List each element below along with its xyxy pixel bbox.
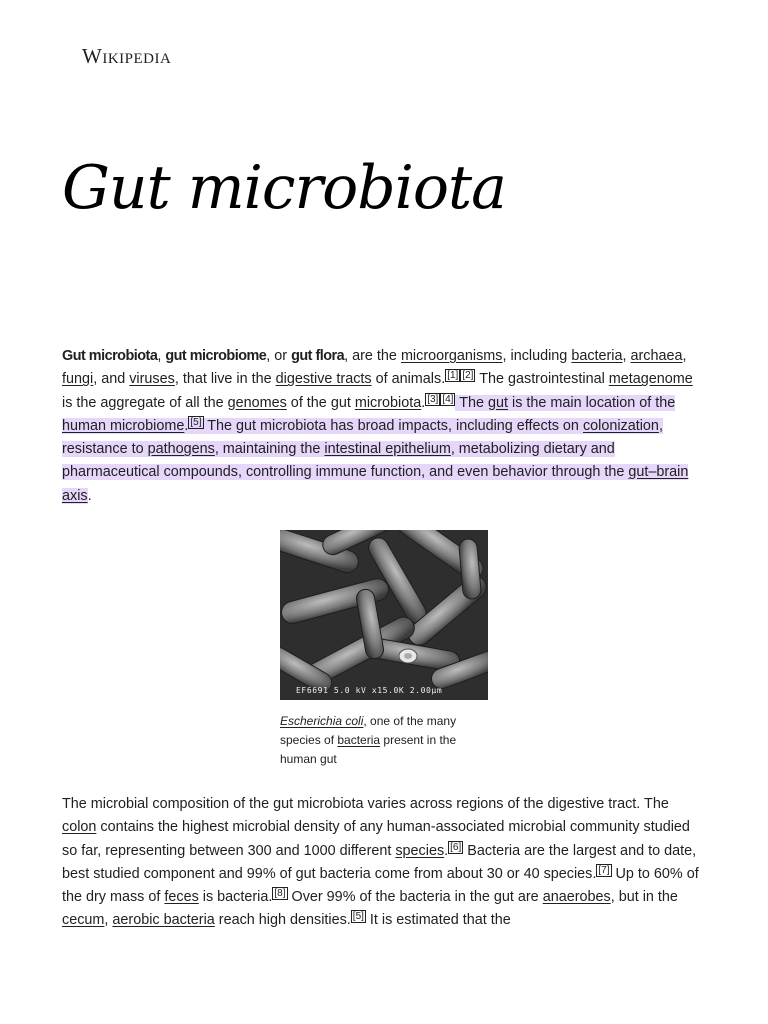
- text: , one of the many species of: [280, 714, 457, 747]
- link-microbiota[interactable]: microbiota: [354, 394, 422, 411]
- citation-ref[interactable]: [596, 864, 611, 877]
- citation-ref[interactable]: [445, 369, 460, 382]
- link-intestinal-epithelium[interactable]: intestinal epithelium: [324, 441, 451, 458]
- link-archaea[interactable]: archaea: [630, 348, 683, 364]
- link-species[interactable]: species: [395, 842, 445, 859]
- citation-link[interactable]: [5]: [190, 416, 202, 428]
- text: , maintaining the: [214, 441, 325, 458]
- link-bacteria-caption[interactable]: bacteria: [337, 733, 381, 747]
- text: , are the: [344, 348, 401, 364]
- text: .: [421, 394, 426, 411]
- text: , or: [266, 348, 292, 364]
- link-bacteria[interactable]: bacteria: [571, 348, 623, 364]
- text: is the main location of the: [508, 394, 676, 411]
- text: contains the highest microbial density of any human-associated microbial community studied so far, representing between 300 and 1000 different: [62, 819, 690, 859]
- text: ,: [157, 348, 166, 364]
- bold-term: gut microbiome: [165, 348, 267, 364]
- link-aerobic-bacteria[interactable]: aerobic bacteria: [112, 912, 215, 929]
- composition-paragraph: [62, 793, 702, 933]
- text: .: [444, 842, 449, 859]
- link-fungi[interactable]: fungi: [62, 371, 94, 388]
- citation-ref[interactable]: [440, 393, 455, 406]
- link-colon[interactable]: colon: [62, 819, 97, 836]
- citation-ref[interactable]: [272, 887, 287, 900]
- text: of animals.: [371, 371, 446, 388]
- text: .: [184, 417, 189, 434]
- text: The microbial composition of the gut microbiota varies across regions of the digestive tract. The: [62, 796, 669, 812]
- link-escherichia-coli[interactable]: Escherichia coli: [280, 714, 364, 728]
- text: present in the human gut: [280, 733, 457, 766]
- text: , and: [93, 371, 130, 388]
- link-colonization[interactable]: colonization: [582, 417, 659, 434]
- text: , including: [502, 348, 572, 364]
- link-microorganisms[interactable]: microorganisms: [400, 348, 503, 364]
- text: , metabolizing dietary and pharmaceutical compounds, controlling immune function, and even behavior through the: [62, 441, 629, 481]
- text: , resistance to: [62, 417, 663, 458]
- bold-term: Gut microbiota: [62, 348, 158, 364]
- citation-link[interactable]: [5]: [352, 911, 364, 923]
- link-digestive-tracts[interactable]: digestive tracts: [275, 371, 372, 388]
- citation-ref[interactable]: [188, 416, 203, 429]
- scale-bar-label: EF6691 5.0 kV x15.0K 2.00µm: [296, 686, 443, 695]
- citation-link[interactable]: [8]: [274, 888, 286, 900]
- link-gut-brain-axis[interactable]: gut–brain axis: [62, 464, 689, 504]
- text: ,: [104, 912, 113, 929]
- citation-ref[interactable]: [425, 393, 440, 406]
- text: , but in the: [610, 889, 678, 906]
- text: is the aggregate of all the: [62, 394, 228, 411]
- citation-ref[interactable]: [351, 910, 366, 923]
- link-metagenome[interactable]: metagenome: [608, 371, 693, 388]
- citation-link[interactable]: [3]: [427, 393, 439, 405]
- citation-link[interactable]: [2]: [462, 370, 474, 382]
- text: of the gut: [286, 394, 355, 411]
- citation-ref[interactable]: [448, 841, 463, 854]
- link-viruses[interactable]: viruses: [129, 371, 175, 388]
- link-gut[interactable]: gut: [488, 394, 509, 411]
- ecoli-micrograph-image[interactable]: [280, 530, 488, 700]
- text: reach high densities.: [214, 912, 351, 929]
- citation-link[interactable]: [4]: [442, 393, 454, 405]
- text: Up to 60% of the dry mass of: [62, 865, 699, 906]
- citation-link[interactable]: [6]: [450, 841, 462, 853]
- link-human-microbiome[interactable]: human microbiome: [62, 417, 185, 434]
- citation-link[interactable]: [7]: [598, 864, 610, 876]
- link-anaerobes[interactable]: anaerobes: [542, 889, 611, 906]
- link-feces[interactable]: feces: [164, 889, 199, 906]
- micrograph-svg: [280, 530, 488, 700]
- wikipedia-wordmark[interactable]: Wikipedia: [82, 44, 172, 68]
- text: .: [87, 487, 92, 504]
- text: It is estimated that the: [365, 912, 511, 929]
- figure-caption: [280, 712, 470, 769]
- text: is bacteria.: [198, 889, 273, 906]
- text: Over 99% of the bacteria in the gut are: [287, 889, 543, 906]
- link-genomes[interactable]: genomes: [227, 394, 287, 411]
- text: Bacteria are the largest and to date, best studied component and 99% of gut bacteria come from about 30 or 40 species.: [62, 842, 697, 882]
- intro-paragraph: [62, 345, 702, 508]
- citation-ref[interactable]: [460, 369, 475, 382]
- page-title: Gut microbiota: [62, 153, 506, 223]
- text: The gastrointestinal: [475, 371, 609, 388]
- text: ,: [682, 348, 687, 364]
- bold-term: gut flora: [291, 348, 345, 364]
- text: , that live in the: [174, 371, 276, 388]
- text: ,: [622, 348, 631, 364]
- text: The gut microbiota has broad impacts, including effects on: [203, 417, 583, 434]
- figure: [280, 530, 488, 769]
- link-cecum[interactable]: cecum: [62, 912, 105, 929]
- text: The: [455, 394, 489, 411]
- citation-link[interactable]: [1]: [447, 370, 459, 382]
- link-pathogens[interactable]: pathogens: [147, 441, 215, 458]
